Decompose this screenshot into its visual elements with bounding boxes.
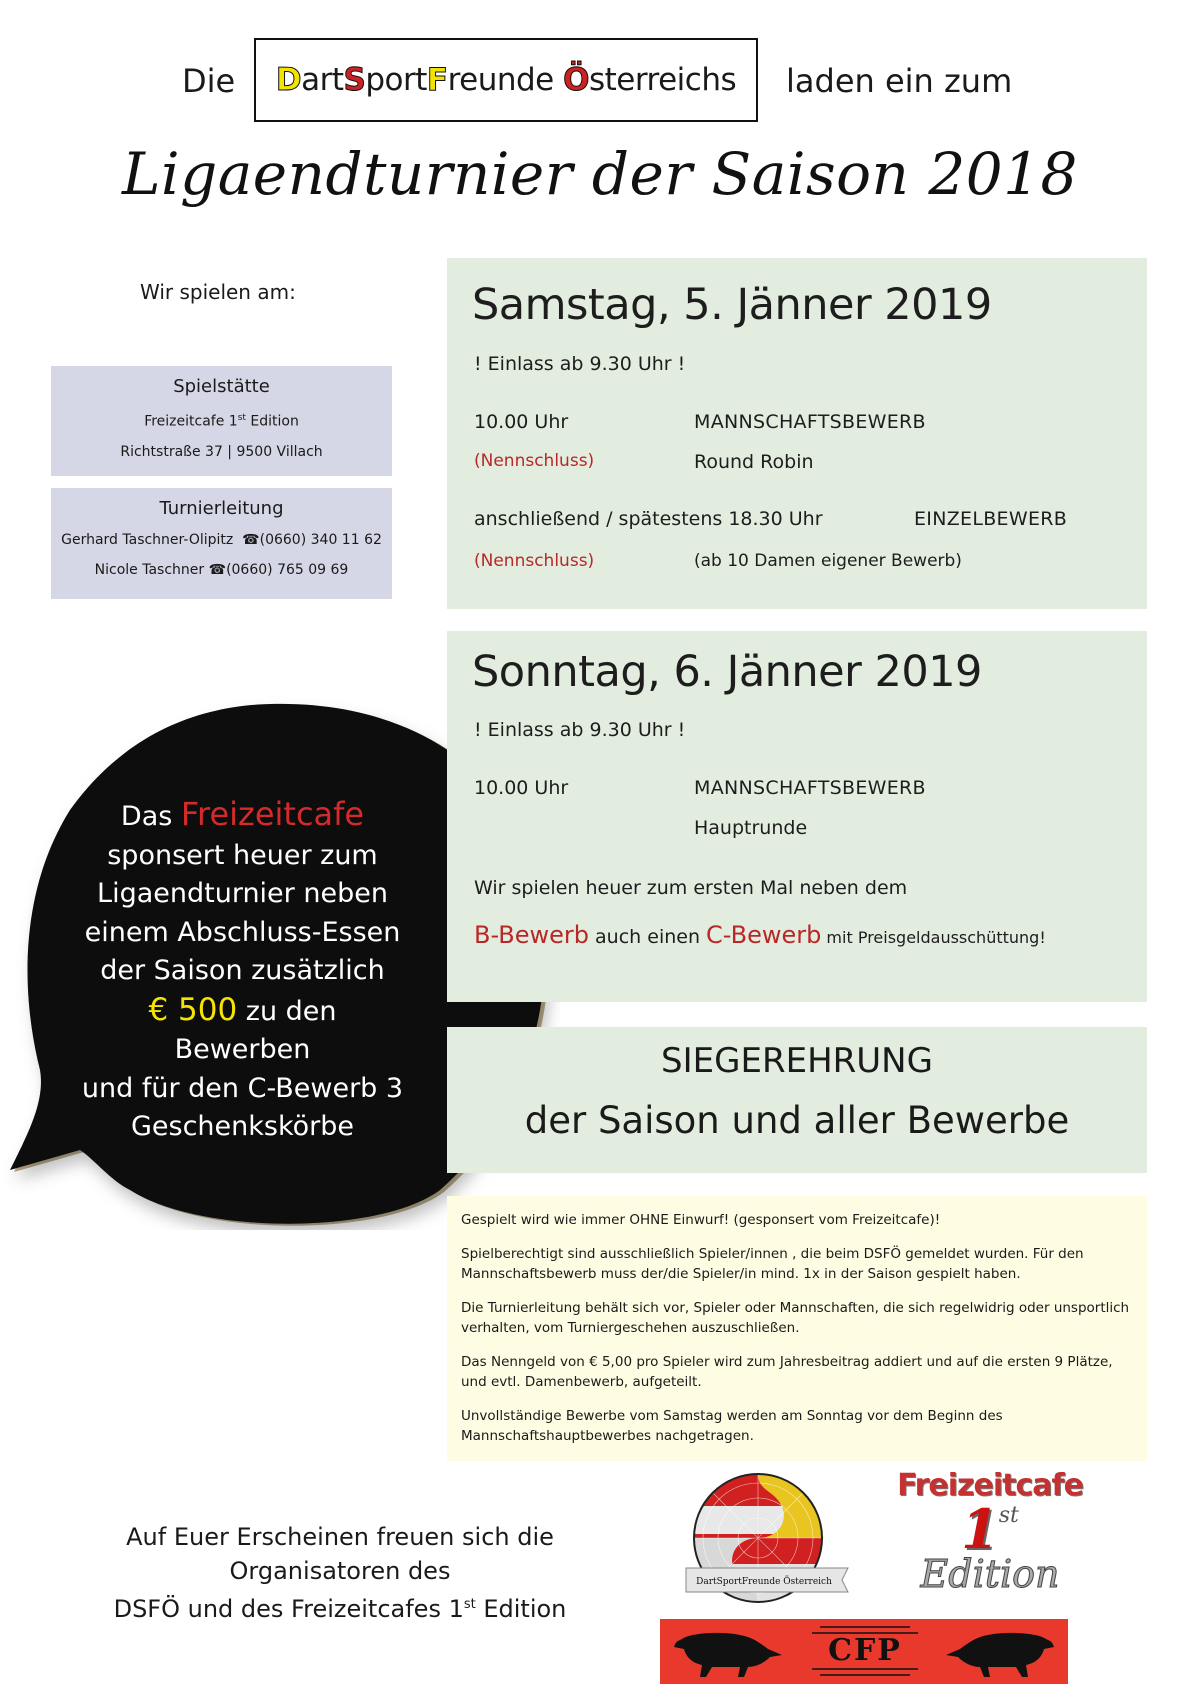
sponsor-line: Ligaendturnier neben — [97, 878, 388, 909]
event-time: 10.00 Uhr — [474, 411, 569, 433]
phone-icon: ☎ — [242, 532, 260, 548]
phone-link[interactable]: (0660) 340 11 62 — [259, 532, 382, 548]
bull-left-icon — [674, 1633, 782, 1677]
intro-label: Wir spielen am: — [140, 280, 296, 304]
cfp-banner — [660, 1619, 1068, 1684]
saturday-title: Samstag, 5. Jänner 2019 — [472, 280, 992, 330]
dsfo-ribbon-text: DartSportFreunde Österreich — [696, 1577, 832, 1587]
freizeitcafe-logo-edition: Edition — [920, 1552, 1060, 1596]
venue-name: Freizeitcafe 1st Edition — [144, 413, 299, 430]
org-name-box — [254, 38, 758, 122]
ceremony-heading: SIEGEREHRUNG — [661, 1041, 933, 1081]
sponsor-line: der Saison zusätzlich — [100, 955, 385, 986]
header-suffix: laden ein zum — [786, 62, 1013, 100]
lead-contact: Gerhard Taschner-Olipitz ☎(0660) 340 11 62 — [61, 532, 382, 548]
event-deadline-note: (Nennschluss) — [474, 451, 595, 471]
event-detail: (ab 10 Damen eigener Bewerb) — [694, 551, 962, 571]
saturday-entry: ! Einlass ab 9.30 Uhr ! — [474, 353, 686, 375]
rule-item: Spielberechtigt sind ausschließlich Spieler/innen , die beim DSFÖ gemeldet wurden. Für den Mannschaftsbewerb muss der/die Spieler/in mind. 1x in der Saison gespielt haben. — [461, 1246, 1084, 1282]
venue-address: Richtstraße 37 | 9500 Villach — [120, 443, 323, 460]
sponsor-line: Geschenkskörbe — [130, 1111, 355, 1142]
sponsor-message — [40, 795, 445, 1147]
org-name-part: Österreichs — [563, 62, 737, 98]
closing-message — [90, 1520, 590, 1626]
freizeitcafe-logo-first: 1st — [961, 1497, 1019, 1561]
org-name-part: Dart — [275, 62, 344, 98]
cfp-logo-text: CFP — [828, 1633, 902, 1668]
bull-right-icon — [946, 1633, 1054, 1677]
sunday-card — [447, 631, 1147, 1002]
venue-box — [51, 366, 392, 476]
sunday-entry: ! Einlass ab 9.30 Uhr ! — [474, 719, 686, 741]
sponsor-line: und für den C-Bewerb 3 — [81, 1072, 404, 1104]
venue-heading: Spielstätte — [173, 376, 270, 397]
rule-item: Gespielt wird wie immer OHNE Einwurf! (gesponsert vom Freizeitcafe)! — [461, 1212, 941, 1228]
lead-heading: Turnierleitung — [159, 498, 284, 519]
event-time: 10.00 Uhr — [474, 777, 569, 799]
org-name-part: Freunde — [426, 62, 564, 98]
lead-contact: Nicole Taschner ☎(0660) 765 09 69 — [94, 562, 349, 578]
tournament-lead-box — [51, 488, 392, 599]
closing-line: Organisatoren des — [229, 1557, 451, 1585]
phone-link[interactable]: (0660) 765 09 69 — [226, 562, 349, 578]
phone-icon: ☎ — [208, 562, 227, 578]
dsfo-logo — [680, 1468, 850, 1618]
rule-item: Unvollständige Bewerbe vom Samstag werden am Sonntag vor dem Beginn des Mannschaftshauptbewerbes nachgetragen. — [461, 1408, 1003, 1444]
event-name: MANNSCHAFTSBEWERB — [694, 411, 926, 433]
ceremony-card — [447, 1027, 1147, 1173]
event-name: MANNSCHAFTSBEWERB — [694, 777, 926, 799]
sponsor-line: Das Freizeitcafe — [120, 795, 365, 833]
event-detail: Hauptrunde — [694, 817, 808, 839]
closing-line: DSFÖ und des Freizeitcafes 1st Edition — [113, 1595, 567, 1623]
rule-item: Die Turnierleitung behält sich vor, Spieler oder Mannschaften, die sich regelwidrig oder unsportlich verhalten, vom Turniergeschehen auszuschließen. — [461, 1300, 1130, 1336]
rules-card — [447, 1196, 1147, 1461]
sponsor-line: einem Abschluss-Essen — [84, 916, 401, 948]
saturday-card — [447, 258, 1147, 609]
freizeitcafe-logo-word: Freizeitcafe — [897, 1468, 1083, 1503]
sponsor-line: sponsert heuer zum — [107, 839, 378, 871]
prize-amount: € 500 — [148, 991, 238, 1028]
notice-line: B-Bewerb auch einen C-Bewerb mit Preisgeldausschüttung! — [474, 921, 1046, 949]
dartboard-emblem-icon — [680, 1468, 850, 1618]
notice-line: Wir spielen heuer zum ersten Mal neben dem — [474, 877, 908, 899]
sponsor-line: Bewerben — [174, 1034, 311, 1065]
event-deadline-note: (Nennschluss) — [474, 551, 595, 571]
ceremony-subheading: der Saison und aller Bewerbe — [524, 1099, 1070, 1142]
closing-line: Auf Euer Erscheinen freuen sich die — [126, 1523, 554, 1551]
page-title: Ligaendturnier der Saison 2018 — [122, 140, 1078, 208]
event-name: EINZELBEWERB — [914, 508, 1068, 530]
rule-item: Das Nenngeld von € 5,00 pro Spieler wird zum Jahresbeitrag addiert und auf die ersten 9 Plätze, und evtl. Damenbewerb, aufgeteilt. — [461, 1354, 1113, 1390]
freizeitcafe-logo — [890, 1468, 1090, 1618]
event-detail: Round Robin — [694, 451, 814, 473]
org-name-part: Sport — [343, 62, 427, 98]
event-time: anschließend / spätestens 18.30 Uhr — [474, 508, 823, 530]
header-prefix: Die — [182, 62, 236, 100]
sponsor-line: € 500 zu den — [148, 991, 337, 1028]
sunday-title: Sonntag, 6. Jänner 2019 — [472, 647, 982, 697]
